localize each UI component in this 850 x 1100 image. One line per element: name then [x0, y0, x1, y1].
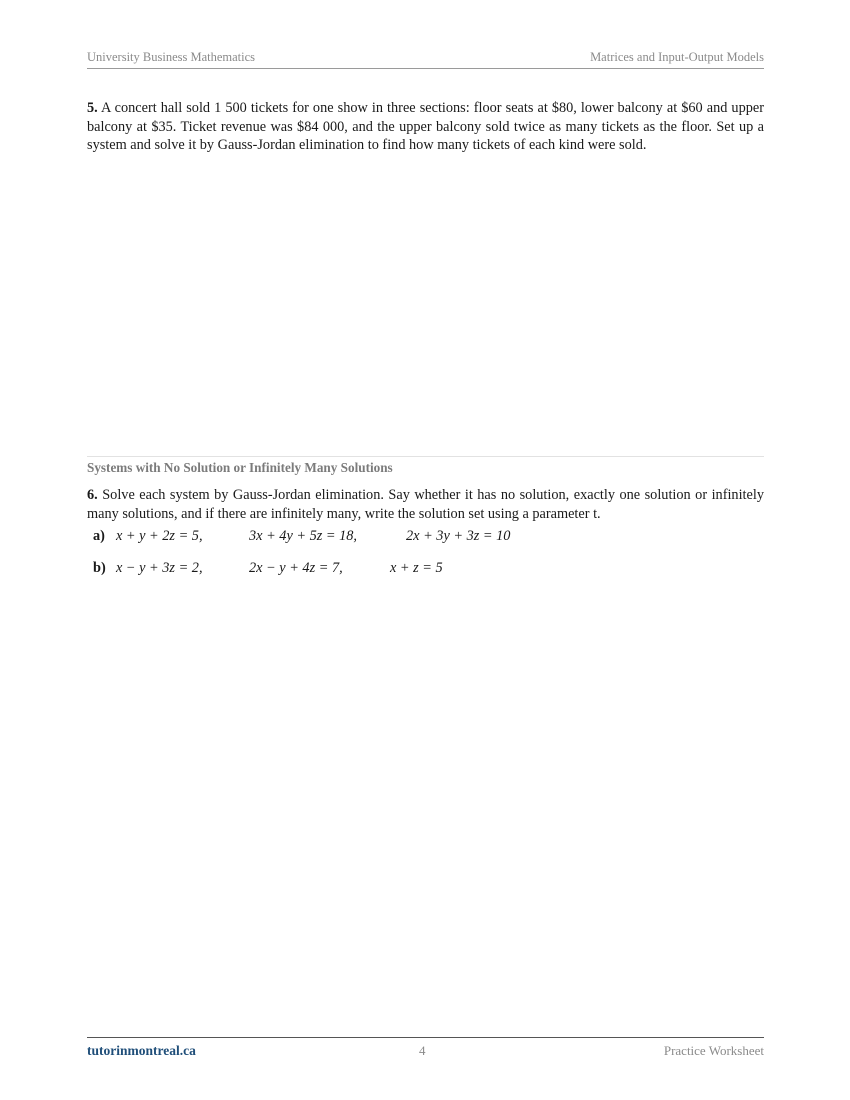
- page-number: 4: [419, 1043, 426, 1058]
- problem-text: Solve each system by Gauss-Jordan elimination. Say whether it has no solution, exactly one solution or infinitely many solutions, and if there are infinitely many, write the solution set using a parameter t.: [87, 487, 764, 522]
- problem-6: [87, 486, 764, 523]
- problem-6-part-b: [93, 560, 443, 577]
- document-type: Practice Worksheet: [663, 1043, 764, 1058]
- part-label: b): [93, 560, 106, 576]
- problem-number: 5.: [87, 100, 98, 116]
- problem-number: 6.: [87, 487, 98, 503]
- equation: x − y + 3z = 2,: [116, 560, 203, 576]
- page-footer: [87, 1037, 764, 1060]
- equation: 3x + 4y + 5z = 18,: [249, 528, 357, 544]
- section-heading: Systems with No Solution or Infinitely Many Solutions: [87, 460, 393, 475]
- site-link[interactable]: tutorinmontreal.ca: [87, 1043, 196, 1058]
- chapter-title: Matrices and Input-Output Models: [590, 50, 764, 64]
- part-label: a): [93, 528, 105, 544]
- problem-text: A concert hall sold 1 500 tickets for one show in three sections: floor seats at $80, lower balcony at $60 and upper balcony at $35. Ticket revenue was $84 000, and the upper balcony sold twice as many tickets as the floor. Set up a system and solve it by Gauss-Jordan elimination to find how many tickets of each kind were sold.: [87, 100, 764, 154]
- equation: x + z = 5: [390, 560, 443, 576]
- equation: 2x + 3y + 3z = 10: [406, 528, 511, 544]
- course-title: University Business Mathematics: [87, 50, 256, 64]
- equation: 2x − y + 4z = 7,: [249, 560, 343, 576]
- problem-5: [87, 99, 764, 155]
- problem-6-part-a: [93, 528, 510, 545]
- section-divider: [87, 456, 764, 457]
- page-header: [87, 50, 764, 69]
- equation: x + y + 2z = 5,: [116, 528, 203, 544]
